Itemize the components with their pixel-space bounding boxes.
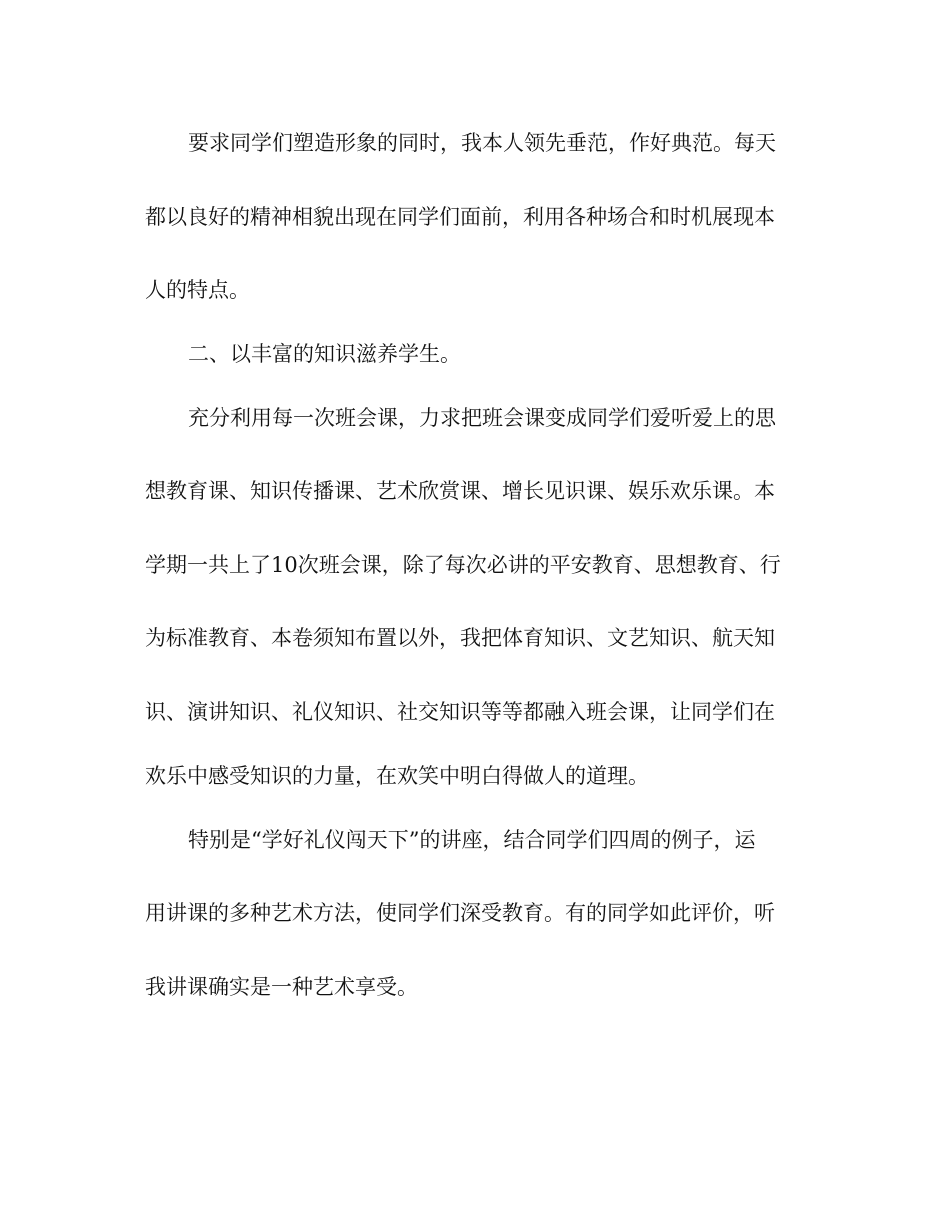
paragraph-3-line-6: 欢乐中感受知识的力量，在欢笑中明白得做人的道理。 (145, 764, 649, 788)
paragraph-4-line-2: 用讲课的多种艺术方法，使同学们深受教育。有的同学如此评价，听 (145, 901, 775, 925)
paragraph-3-line-1: 充分利用每一次班会课，力求把班会课变成同学们爱听爱上的思 (188, 406, 776, 430)
paragraph-4-line-3: 我讲课确实是一种艺术享受。 (145, 975, 418, 999)
paragraph-1-line-1: 要求同学们塑造形象的同时，我本人领先垂范，作好典范。每天 (188, 131, 776, 155)
paragraph-3-line-5: 识、演讲知识、礼仪知识、社交知识等等都融入班会课，让同学们在 (145, 700, 775, 724)
paragraph-3-line-2: 想教育课、知识传播课、艺术欣赏课、增长见识课、娱乐欢乐课。本 (145, 479, 775, 503)
paragraph-1-line-2: 都以良好的精神相貌出现在同学们面前，利用各种场合和时机展现本 (145, 205, 775, 229)
paragraph-1-line-3: 人的特点。 (145, 278, 250, 302)
section-heading: 二、以丰富的知识滋养学生。 (188, 342, 461, 366)
paragraph-4-line-1: 特别是“学好礼仪闯天下”的讲座，结合同学们四周的例子，运 (188, 828, 756, 852)
paragraph-3-line-4: 为标准教育、本卷须知布置以外，我把体育知识、文艺知识、航天知 (145, 626, 775, 650)
paragraph-3-line-3: 学期一共上了10次班会课，除了每次必讲的平安教育、思想教育、行 (145, 553, 781, 577)
